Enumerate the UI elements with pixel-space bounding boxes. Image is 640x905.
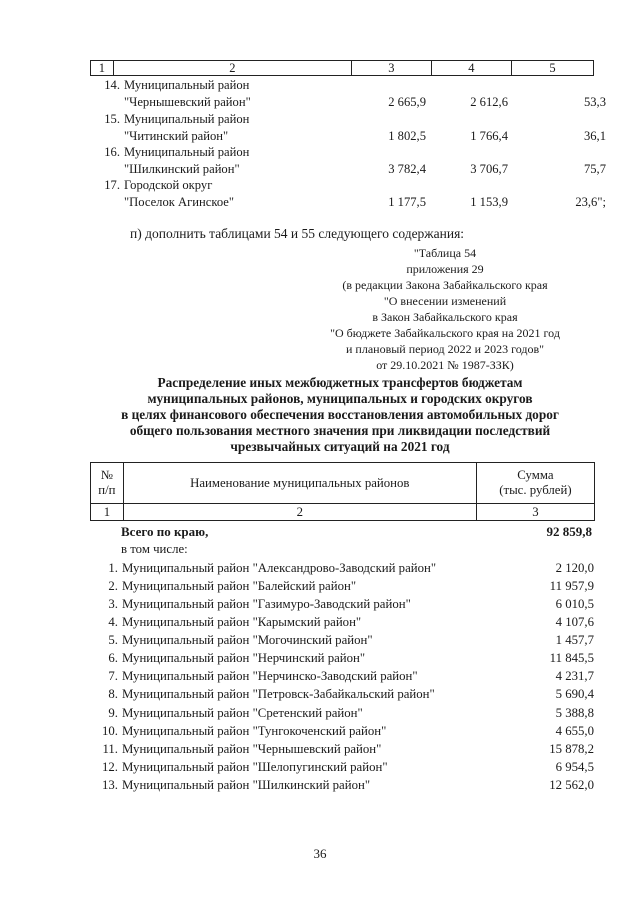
item-name: Муниципальный район "Могочинский район" xyxy=(122,633,373,647)
approval-line: (в редакции Закона Забайкальского края xyxy=(342,278,548,292)
continuation-table-header xyxy=(90,60,594,76)
approval-line: "Таблица 54 xyxy=(413,246,477,260)
item-number: 9. xyxy=(108,706,118,720)
row-name-line1: Муниципальный район xyxy=(124,78,250,92)
list-item xyxy=(98,724,594,742)
item-name: Муниципальный район "Петровск-Забайкальский район" xyxy=(122,687,435,701)
list-item xyxy=(98,651,594,669)
header-amount-unit: (тыс. рублей) xyxy=(499,483,572,497)
item-amount: 5 388,8 xyxy=(555,706,594,720)
row-value-col4: 2 612,6 xyxy=(470,95,508,109)
title-line: муниципальных районов, муниципальных и городских округов xyxy=(147,391,533,406)
list-item xyxy=(98,778,594,796)
list-item xyxy=(98,669,594,687)
item-number: 3. xyxy=(108,597,118,611)
row-number: 16. xyxy=(104,145,120,159)
row-value-col5: 75,7 xyxy=(583,162,606,176)
approval-line: от 29.10.2021 № 1987-ЗЗК) xyxy=(376,358,514,372)
including-label: в том числе: xyxy=(121,542,188,556)
row-value-col3: 1 802,5 xyxy=(388,129,426,143)
transfers-table-header xyxy=(90,462,595,521)
item-number: 10. xyxy=(102,724,118,738)
row-name-line2: "Поселок Агинское" xyxy=(124,195,235,209)
row-name-line1: Муниципальный район xyxy=(124,145,250,159)
item-amount: 4 231,7 xyxy=(555,669,594,683)
row-value-col4: 1 766,4 xyxy=(470,129,508,143)
item-number: 4. xyxy=(108,615,118,629)
title-line: общего пользования местного значения при ликвидации последствий xyxy=(129,423,551,438)
header-amount: Сумма xyxy=(517,468,554,482)
item-amount: 2 120,0 xyxy=(555,561,594,575)
item-name: Муниципальный район "Шелопугинский район" xyxy=(122,760,388,774)
list-item xyxy=(98,706,594,724)
col-num-2: 2 xyxy=(113,61,351,76)
col-num-5: 5 xyxy=(511,61,593,76)
item-amount: 4 655,0 xyxy=(555,724,594,738)
title-line: в целях финансового обеспечения восстановления автомобильных дорог xyxy=(121,407,559,422)
list-item xyxy=(98,579,594,597)
page-number: 36 xyxy=(313,846,327,861)
item-number: 6. xyxy=(108,651,118,665)
approval-line: и плановый период 2022 и 2023 годов" xyxy=(345,342,545,356)
row-number: 14. xyxy=(104,78,120,92)
item-name: Муниципальный район "Чернышевский район" xyxy=(122,742,382,756)
col-num-3: 3 xyxy=(351,61,431,76)
item-name: Муниципальный район "Нерчинский район" xyxy=(122,651,366,665)
approval-line: приложения 29 xyxy=(406,262,484,276)
row-number: 15. xyxy=(104,112,120,126)
list-item xyxy=(98,633,594,651)
total-value: 92 859,8 xyxy=(546,524,592,539)
col-num-1: 1 xyxy=(91,61,114,76)
col-num-3: 3 xyxy=(476,504,594,521)
row-name-line2: "Читинский район" xyxy=(124,129,229,143)
row-value-col3: 1 177,5 xyxy=(388,195,426,209)
header-number-sub: п/п xyxy=(98,483,116,497)
item-number: 11. xyxy=(102,742,118,756)
item-name: Муниципальный район "Газимуро-Заводский район" xyxy=(122,597,411,611)
item-amount: 11 845,5 xyxy=(549,651,594,665)
item-name: Муниципальный район "Александрово-Заводский район" xyxy=(122,561,437,575)
col-num-4: 4 xyxy=(431,61,511,76)
item-number: 2. xyxy=(108,579,118,593)
item-number: 1. xyxy=(108,561,118,575)
item-amount: 6 010,5 xyxy=(555,597,594,611)
row-value-col5: 53,3 xyxy=(583,95,606,109)
title-line: чрезвычайных ситуаций на 2021 год xyxy=(230,439,450,454)
item-number: 12. xyxy=(102,760,118,774)
header-amount-cell xyxy=(476,463,594,504)
title-line: Распределение иных межбюджетных трансфертов бюджетам xyxy=(157,375,523,390)
item-name: Муниципальный район "Балейский район" xyxy=(122,579,357,593)
header-number: № xyxy=(100,468,113,482)
row-name-line2: "Чернышевский район" xyxy=(124,95,251,109)
item-amount: 4 107,6 xyxy=(555,615,594,629)
item-amount: 15 878,2 xyxy=(549,742,594,756)
item-number: 13. xyxy=(102,778,118,792)
approval-line: в Закон Забайкальского края xyxy=(372,310,518,324)
item-name: Муниципальный район "Шилкинский район" xyxy=(122,778,371,792)
item-amount: 5 690,4 xyxy=(555,687,594,701)
approval-block xyxy=(300,245,590,373)
row-value-col3: 2 665,9 xyxy=(388,95,426,109)
list-item xyxy=(98,760,594,778)
amendment-paragraph: п) дополнить таблицами 54 и 55 следующего содержания: xyxy=(130,226,465,241)
header-name: Наименование муниципальных районов xyxy=(123,463,476,504)
item-name: Муниципальный район "Сретенский район" xyxy=(122,706,363,720)
item-name: Муниципальный район "Тунгокоченский район" xyxy=(122,724,387,738)
item-number: 8. xyxy=(108,687,118,701)
row-name-line2: "Шилкинский район" xyxy=(124,162,240,176)
row-name-line1: Городской округ xyxy=(124,178,213,192)
list-item xyxy=(98,597,594,615)
item-amount: 12 562,0 xyxy=(549,778,594,792)
row-value-col4: 1 153,9 xyxy=(470,195,508,209)
approval-line: "О бюджете Забайкальского края на 2021 год xyxy=(330,326,560,340)
col-num-2: 2 xyxy=(123,504,476,521)
item-name: Муниципальный район "Карымский район" xyxy=(122,615,362,629)
item-amount: 11 957,9 xyxy=(549,579,594,593)
row-number: 17. xyxy=(104,178,120,192)
table-title xyxy=(95,375,585,455)
row-value-col5: 23,6"; xyxy=(575,195,606,209)
item-amount: 6 954,5 xyxy=(555,760,594,774)
row-value-col5: 36,1 xyxy=(583,129,606,143)
row-value-col4: 3 706,7 xyxy=(470,162,508,176)
header-number-cell xyxy=(91,463,124,504)
approval-line: "О внесении изменений xyxy=(383,294,507,308)
total-label: Всего по краю, xyxy=(121,524,209,539)
item-amount: 1 457,7 xyxy=(555,633,594,647)
row-value-col3: 3 782,4 xyxy=(388,162,426,176)
list-item xyxy=(98,561,594,579)
item-number: 7. xyxy=(108,669,118,683)
list-item xyxy=(98,615,594,633)
item-name: Муниципальный район "Нерчинско-Заводский район" xyxy=(122,669,418,683)
col-num-1: 1 xyxy=(91,504,124,521)
list-item xyxy=(98,687,594,705)
list-item xyxy=(98,742,594,760)
row-name-line1: Муниципальный район xyxy=(124,112,250,126)
item-number: 5. xyxy=(108,633,118,647)
